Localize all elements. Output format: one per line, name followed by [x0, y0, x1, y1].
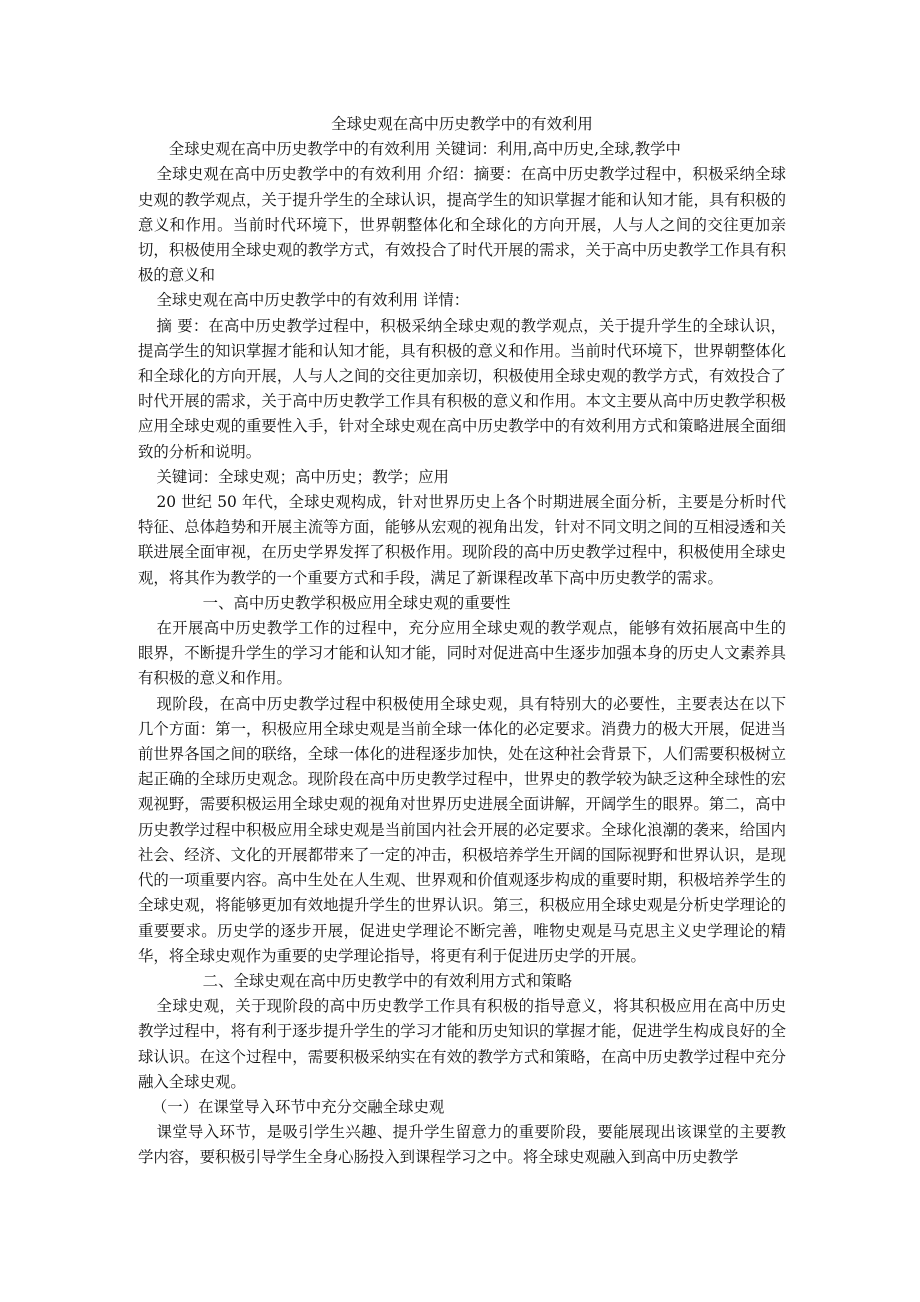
subsection1-paragraph-1: 课堂导入环节，是吸引学生兴趣、提升学生留意力的重要阶段，要能展现出该课堂的主要教学内容，要积极引导学生全身心肠投入到课程学习之中。将全球史观融入到高中历史教学	[138, 1123, 786, 1167]
section1-paragraph-2: 现阶段，在高中历史教学过程中积极使用全球史观，具有特别大的必要性，主要表达在以下几个方面：第一，积极应用全球史观是当前全球一体化的必定要求。消费力的极大开展，促进当前世界各国之间的联络，全球一体化的进程逐步加快，处在这种社会背景下，人们需要积极树立起正确的全球历史观念。现阶段在高中历史教学过程中，世界史的教学较为缺乏这种全球性的宏观视野，需要积极运用全球史观的视角对世界历史进展全面讲解，开阔学生的眼界。第二，高中历史教学过程中积极应用全球史观是当前国内社会开展的必定要求。全球化浪潮的袭来，给国内社会、经济、文化的开展都带来了一定的冲击，积极培养学生开阔的国际视野和世界认识，是现代的一项重要内容。高中生处在人生观、世界观和价值观逐步构成的重要时期，积极培养学生的全球史观，将能够更加有效地提升学生的世界认识。第三，积极应用全球史观是分析史学理论的重要要求。历史学的逐步开展，促进史学理论不断完善，唯物史观是马克思主义史学理论的精华，将全球史观作为重要的史学理论指导，将更有利于促进历史学的开展。	[138, 694, 786, 965]
abstract-paragraph: 摘 要：在高中历史教学过程中，积极采纳全球史观的教学观点，关于提升学生的全球认识，提高学生的知识掌握才能和认知才能，具有积极的意义和作用。当前时代环境下，世界朝整体化和全球化的方向开展，人与人之间的交往更加亲切，积极使用全球史观的教学方式，有效投合了时代开展的需求，关于高中历史教学工作具有积极的意义和作用。本文主要从高中历史教学积极应用全球史观的重要性入手，针对全球史观在高中历史教学中的有效利用方式和策略进展全面细致的分析和说明。	[138, 316, 786, 461]
section1-paragraph-1: 在开展高中历史教学工作的过程中，充分应用全球史观的教学观点，能够有效拓展高中生的眼界，不断提升学生的学习才能和认知才能，同时对促进高中生逐步加强本身的历史人文素养具有积极的意义和作用。	[138, 619, 786, 688]
document-page	[138, 112, 786, 1171]
intro-paragraph: 全球史观在高中历史教学中的有效利用 介绍：摘要：在高中历史教学过程中，积极采纳全球史观的教学观点，关于提升学生的全球认识，提高学生的知识掌握才能和认知才能，具有积极的意义和作用。当前时代环境下，世界朝整体化和全球化的方向开展，人与人之间的交往更加亲切，积极使用全球史观的教学方式，有效投合了时代开展的需求，关于高中历史教学工作具有积极的意义和	[138, 165, 786, 285]
keywords-line: 关键词：全球史观；高中历史；教学；应用	[156, 467, 449, 486]
meta-keywords-line: 全球史观在高中历史教学中的有效利用 关键词：利用,高中历史,全球,教学中	[168, 140, 681, 159]
section-heading-2: 二、全球史观在高中历史教学中的有效利用方式和策略	[202, 971, 573, 990]
section-heading-1: 一、高中历史教学积极应用全球史观的重要性	[202, 593, 511, 612]
section2-paragraph-1: 全球史观，关于现阶段的高中历史教学工作具有积极的指导意义，将其积极应用在高中历史教学过程中，将有利于逐步提升学生的学习才能和历史知识的掌握才能，促进学生构成良好的全球认识。在这个过程中，需要积极采纳实在有效的教学方式和策略，在高中历史教学过程中充分融入全球史观。	[138, 997, 786, 1091]
document-title: 全球史观在高中历史教学中的有效利用	[331, 115, 593, 133]
detail-label: 全球史观在高中历史教学中的有效利用 详情：	[156, 291, 470, 310]
subsection-heading-1: （一）在课堂导入环节中充分交融全球史观	[151, 1097, 445, 1116]
intro-body-paragraph: 20 世纪 50 年代，全球史观构成，针对世界历史上各个时期进展全面分析，主要是分析时代特征、总体趋势和开展主流等方面，能够从宏观的视角出发，针对不同文明之间的互相浸透和关联进展全面审视，在历史学界发挥了积极作用。现阶段的高中历史教学过程中，积极使用全球史观，将其作为教学的一个重要方式和手段，满足了新课程改革下高中历史教学的需求。	[138, 493, 786, 587]
